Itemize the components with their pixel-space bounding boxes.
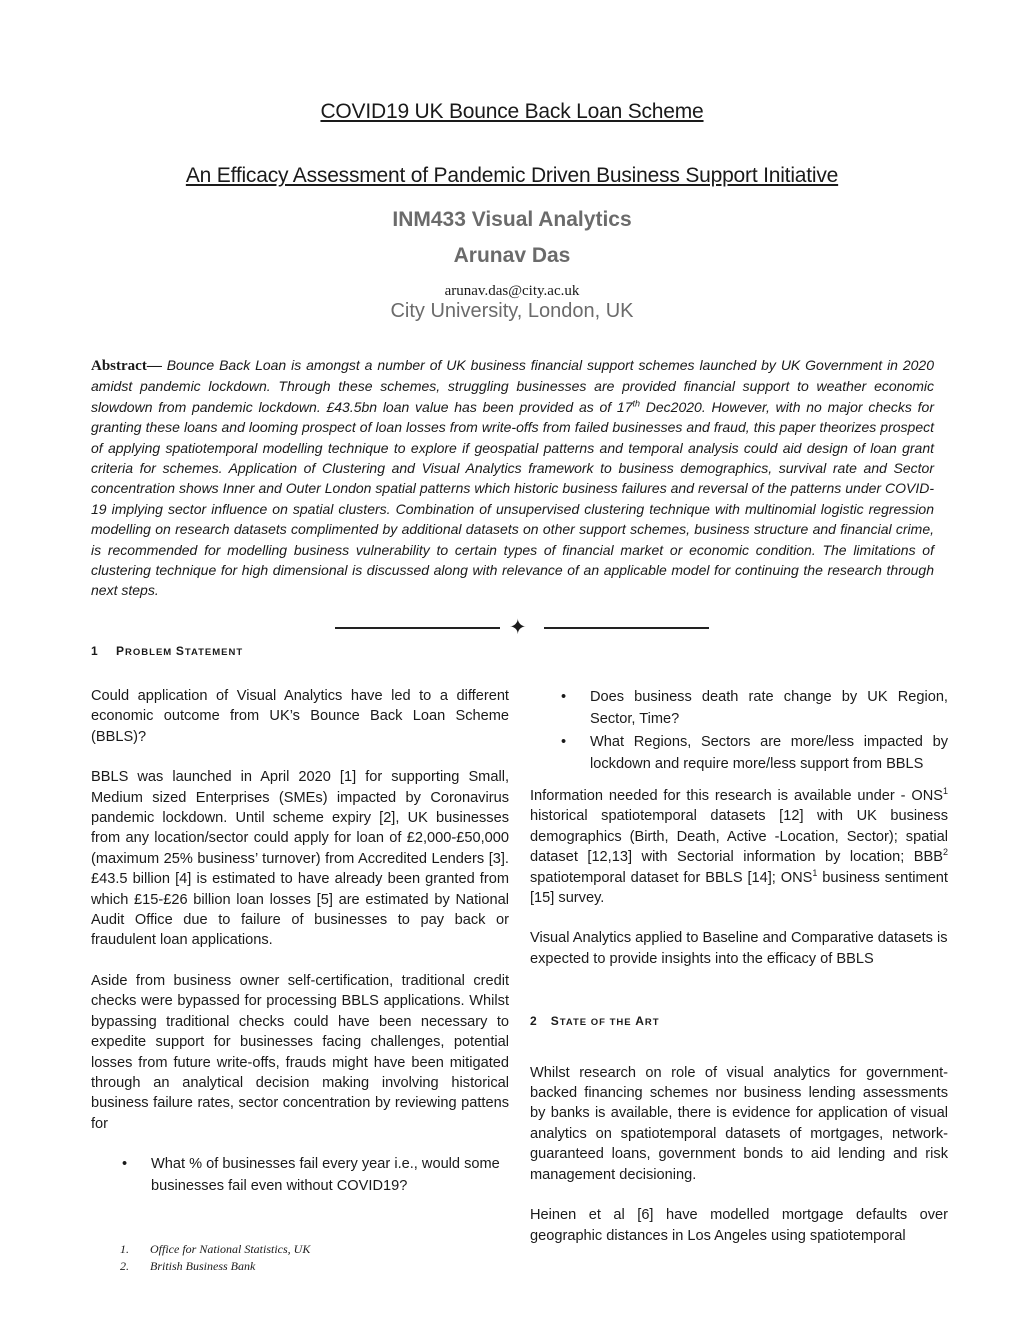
right-column [530, 686, 948, 1246]
divider-line-right [544, 627, 709, 629]
section-title-smallcaps: TATE OF THE [559, 1017, 636, 1029]
abstract-text-2: Dec2020. However, with no major checks for granting these loans and looming prospect of loan losses from write-offs from failed businesses and fraud, this paper theorizes prospect of applying spatiotemporal modelling technique to explore if geospatial patterns and temporal analysis could aid design of loan grant criteria for schemes. Application of Clustering and Visual Analytics framework to business demographics, survival rate and Sector concentration shows Inner and Outer London spatial patterns which historic business failures and reversal of the patterns under COVID-19 implying sector influence on spatial clusters. Combination of unsupervised clustering technique with multinomial logistic regression modelling on research datasets complimented by additional datasets on other support schemes, business structure and financial crime, is recommended for modelling business vulnerability to certain types of financial market or economic condition. The limitations of clustering technique for high dimensional is discussed along with relevance of an applicable model for continuing the research through next steps. [91, 398, 935, 599]
text-run: historical spatiotemporal datasets [12] with UK business demographics (Birth, Death, Active -Location, Sector); spatial dataset [12,13] with Sectorial information by location; BBB [530, 808, 948, 866]
footnote-ref: 2 [942, 847, 948, 858]
paragraph: Visual Analytics applied to Baseline and Comparative datasets is expected to provide insights into the efficacy of BBLS [530, 930, 948, 967]
bullet-icon: • [561, 689, 567, 705]
paper-title: COVID19 UK Bounce Back Loan Scheme [320, 100, 704, 123]
section-number: 2 [530, 1014, 538, 1029]
left-column [91, 686, 509, 1197]
paper-subtitle: An Efficacy Assessment of Pandemic Driven Business Support Initiative [185, 164, 839, 187]
section-2-heading [530, 1011, 948, 1033]
affiliation: City University, London, UK [390, 300, 634, 322]
text-run: spatiotemporal dataset for BBLS [14]; ONS [530, 869, 813, 886]
bullet-list [91, 1153, 509, 1197]
paragraph: BBLS was launched in April 2020 [1] for supporting Small, Medium sized Enterprises (SMEs) impacted by Coronavirus pandemic lockdown. Until scheme expiry [2], UK businesses from any location/sector could apply for loan of £2,000-£50,000 (maximum 25% business’ turnover) from Accredited Lenders [3]. £43.5 billion [4] is estimated to have already been granted from which £15-£26 billion loan losses [5] are estimated by National Audit Office due to failure of businesses to pay back or fraudulent loan applications. [91, 769, 509, 949]
list-item [530, 686, 948, 730]
paragraph [530, 786, 948, 908]
section-title-cap: S [175, 644, 185, 658]
footnote [120, 1241, 310, 1258]
section-title-smallcaps: TATEMENT [184, 647, 244, 658]
list-item [91, 1153, 509, 1197]
section-title-cap: A [635, 1014, 645, 1029]
list-item [530, 731, 948, 775]
abstract [91, 355, 934, 601]
footnote-number: 1. [120, 1242, 129, 1256]
text-run: Information needed for this research is available under - ONS [530, 788, 943, 804]
abstract-label: Abstract— [91, 358, 162, 374]
divider-line-left [335, 627, 500, 629]
abstract-sup: th [632, 398, 641, 409]
paragraph: Whilst research on role of visual analytics for government-backed financing schemes nor business lending assessments by banks is available, there is evidence for application of visual analytics on spatiotemporal datasets of mortgages, network-guaranteed loans, government bonds to aid lending and risk management decisioning. [530, 1064, 948, 1183]
footnotes [120, 1241, 310, 1275]
text-run: business sentiment [15] survey. [530, 869, 948, 907]
paragraph: Aside from business owner self-certification, traditional credit checks were bypassed for processing BBLS applications. Whilst bypassing traditional checks could have been necessary to expedite support for businesses facing challenges, potential losses from future write-offs, frauds might have been mitigated through an analytical decision making involving historical business failure rates, sector concentration by reviewing pattens for [91, 972, 509, 1132]
paragraph: Could application of Visual Analytics have led to a different economic outcome from UK’s Bounce Back Loan Scheme (BBLS)? [91, 688, 509, 745]
list-item-text: What % of businesses fail every year i.e., would some businesses fail even without COVID19? [151, 1156, 500, 1195]
section-title-smallcaps: RT [644, 1017, 660, 1029]
bullet-icon: • [561, 734, 567, 750]
section-title-cap: S [550, 1014, 560, 1029]
section-number: 1 [91, 644, 99, 658]
footnote-text: British Business Bank [150, 1259, 256, 1273]
author-email[interactable]: arunav.das@city.ac.uk [444, 283, 580, 299]
paragraph: Heinen et al [6] have modelled mortgage defaults over geographic distances in Los Angeles using spatiotemporal [530, 1207, 948, 1244]
footnote-text: Office for National Statistics, UK [150, 1242, 311, 1256]
footnote-ref: 1 [812, 867, 818, 878]
bullet-icon: • [122, 1156, 128, 1173]
section-title-smallcaps: ROBLEM [125, 647, 176, 658]
abstract-text-1: Bounce Back Loan is amongst a number of UK business financial support schemes launched by UK Government in 2020 amidst pandemic lockdown. Through these schemes, struggling businesses are provided financial support to weather economic slowdown from pandemic lockdown. £43.5bn loan value has been provided as of 17 [91, 357, 934, 415]
list-item-text: Does business death rate change by UK Region, Sector, Time? [590, 689, 948, 727]
footnote-number: 2. [120, 1259, 129, 1273]
section-divider [335, 618, 709, 638]
section-title-cap: P [116, 644, 126, 658]
section-1-heading [91, 644, 243, 658]
author-name: Arunav Das [453, 244, 571, 267]
list-item-text: What Regions, Sectors are more/less impacted by lockdown and require more/less support from BBLS [590, 734, 948, 772]
footnote [120, 1258, 310, 1275]
course-name: INM433 Visual Analytics [392, 208, 632, 231]
bullet-list [530, 686, 948, 775]
footnote-ref: 1 [942, 786, 948, 797]
diamond-star-icon: ✦ [509, 616, 527, 639]
